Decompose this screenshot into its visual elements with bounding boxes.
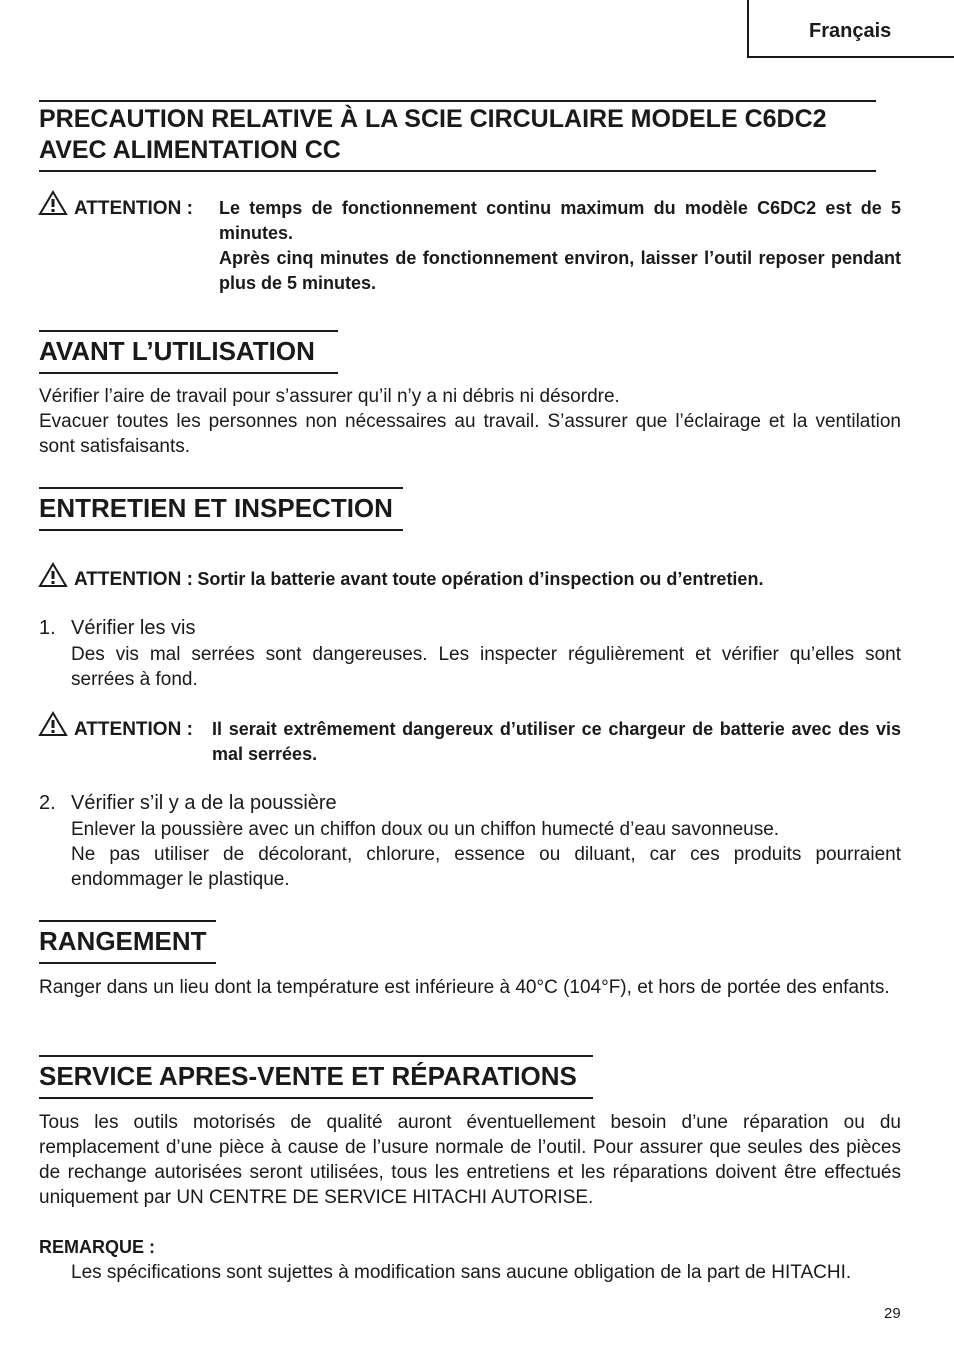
item-2-body-2: Ne pas utiliser de décolorant, chlorure, essence ou diluant, car ces produits pourraient endommager le plastique.	[71, 844, 901, 890]
item-2-title	[39, 790, 337, 816]
avant-p1: Vérifier l’aire de travail pour s’assurer qu’il n’y a ni débris ni désordre.	[39, 386, 620, 407]
warning-triangle-icon	[38, 711, 68, 737]
warning-text: Sortir la batterie avant toute opération d’inspection ou d’entretien.	[197, 569, 764, 589]
item-2-body-1: Enlever la poussière avec un chiffon doux ou un chiffon humecté d’eau savonneuse.	[71, 819, 780, 840]
item-1-number: 1.	[39, 617, 56, 639]
warning-label: ATTENTION :	[74, 569, 193, 590]
service-paragraph: Tous les outils motorisés de qualité auront éventuellement besoin d’une réparation ou du remplacement d’une pièce à cause de l’usure normale de l’outil. Pour assurer que seules des pièces de rechange autorisées seront utilisées, tous les entretiens et les réparations doivent être effectués uniquement par UN CENTRE DE SERVICE HITACHI AUTORISE.	[39, 1112, 901, 1208]
entretien-warning	[74, 567, 763, 592]
note-label: REMARQUE :	[39, 1237, 155, 1257]
item-1-title	[39, 615, 195, 641]
warning-label: ATTENTION :	[74, 198, 193, 219]
avant-p2: Evacuer toutes les personnes non nécessaires au travail. S’assurer que l’éclairage et la ventilation sont satisfaisants.	[39, 411, 901, 457]
item-2-number: 2.	[39, 792, 56, 814]
warning-text	[219, 196, 901, 296]
item-1-label: Vérifier les vis	[71, 617, 196, 639]
language-label: Français	[809, 20, 892, 42]
avant-paragraph	[39, 384, 901, 459]
warning-triangle-icon	[38, 562, 68, 588]
language-tab	[747, 0, 954, 58]
note-text: Les spécifications sont sujettes à modification sans aucune obligation de la part de HITACHI.	[71, 1262, 852, 1283]
warning-text-a: Le temps de fonctionnement continu maximum du modèle C6DC2 est de 5 minutes.	[219, 198, 901, 243]
warning-text-b: Après cinq minutes de fonctionnement environ, laisser l’outil reposer pendant plus de 5 minutes.	[219, 248, 901, 293]
page-number: 29	[884, 1305, 901, 1322]
item-2-label: Vérifier s’il y a de la poussière	[71, 792, 337, 814]
section-title-entretien: ENTRETIEN ET INSPECTION	[39, 487, 403, 531]
section-title-service: SERVICE APRES-VENTE ET RÉPARATIONS	[39, 1055, 593, 1099]
warning-triangle-icon	[38, 190, 68, 216]
main-title: PRECAUTION RELATIVE À LA SCIE CIRCULAIRE MODELE C6DC2 AVEC ALIMENTATION CC	[39, 100, 876, 172]
section-title-rangement: RANGEMENT	[39, 920, 216, 964]
warning-text: Il serait extrêmement dangereux d’utiliser ce chargeur de batterie avec des vis mal serrées.	[212, 719, 901, 764]
section-title-avant: AVANT L’UTILISATION	[39, 330, 338, 374]
warning-label: ATTENTION :	[74, 719, 193, 740]
rangement-paragraph: Ranger dans un lieu dont la température est inférieure à 40°C (104°F), et hors de portée des enfants.	[39, 977, 890, 998]
item-2-body	[71, 817, 901, 892]
item-1-body: Des vis mal serrées sont dangereuses. Les inspecter régulièrement et vérifier qu’elles sont serrées à fond.	[71, 644, 901, 690]
